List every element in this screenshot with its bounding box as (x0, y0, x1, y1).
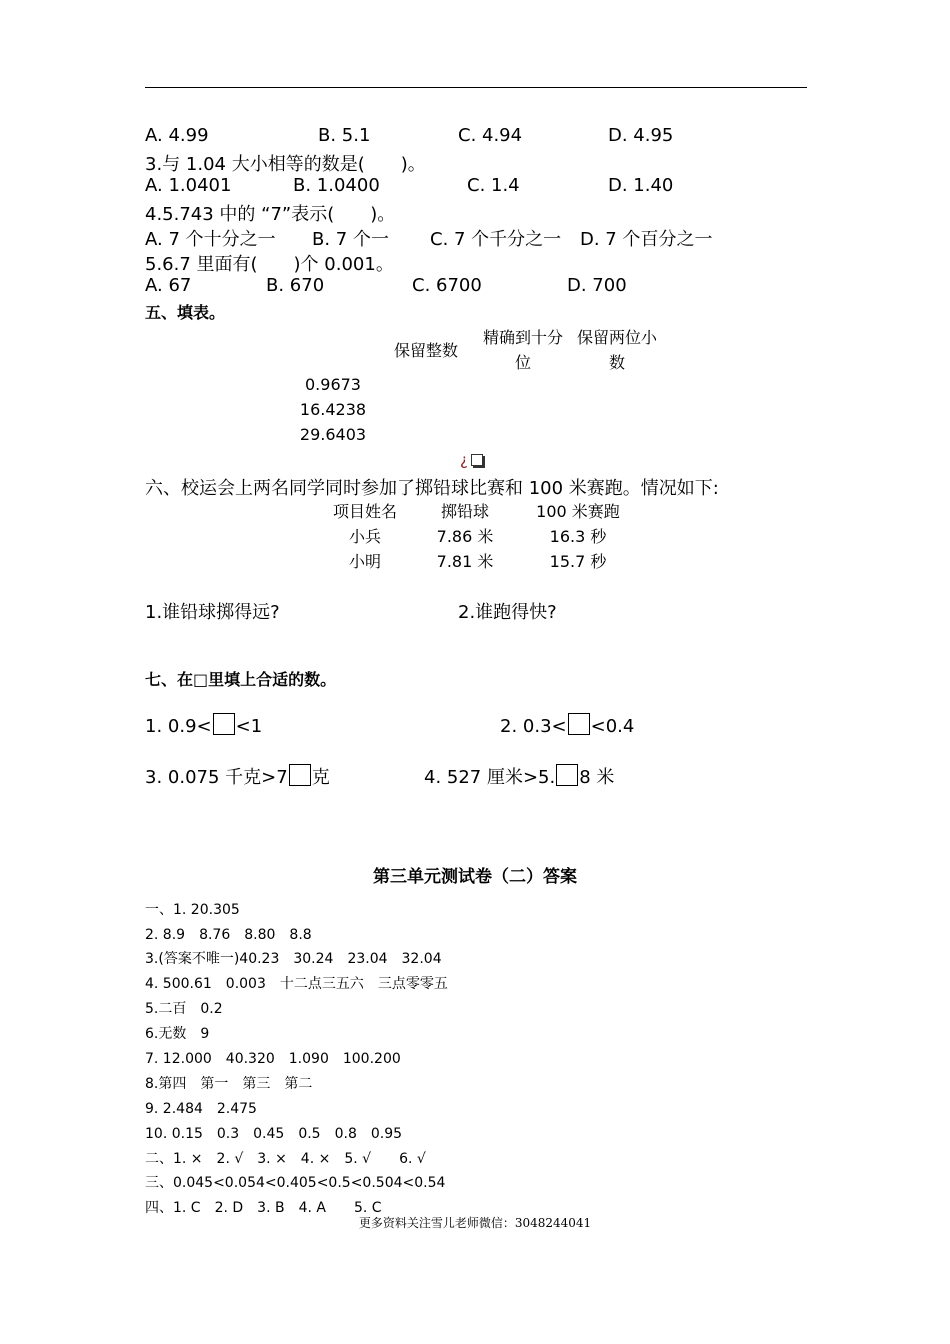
answer-line: 7. 12.000 40.320 1.090 100.200 (145, 1051, 401, 1067)
q3-option-d: D. 1.40 (608, 175, 674, 196)
q4-option-b: B. 7 个一 (312, 229, 389, 250)
answer-line: 6.无数 9 (145, 1026, 210, 1042)
stray-mark-icon: ¿ (460, 451, 483, 469)
q4-option-c: C. 7 个千分之一 (430, 229, 562, 250)
q2-option-b: B. 5.1 (318, 125, 371, 146)
sec6-row-name: 小明 (348, 552, 381, 571)
answers-title: 第三单元测试卷（二）答案 (373, 867, 577, 887)
sec6-row-100m: 16.3 秒 (549, 527, 607, 546)
answer-box[interactable] (568, 713, 590, 735)
sec7-problem-2: 2. 0.3< <0.4 (500, 713, 634, 737)
answer-line: 8.第四 第一 第三 第二 (145, 1076, 313, 1092)
answer-line: 三、0.045<0.054<0.405<0.5<0.504<0.54 (145, 1175, 446, 1191)
q5-option-d: D. 700 (567, 275, 627, 296)
q3-option-b: B. 1.0400 (293, 175, 380, 196)
sec7-problem-3: 3. 0.075 千克>7 克 (145, 763, 330, 789)
sec5-row-value: 29.6403 (299, 425, 367, 444)
sec6-row-100m: 15.7 秒 (549, 552, 607, 571)
q2-option-d: D. 4.95 (608, 125, 674, 146)
sec5-header-tenths-2: 位 (514, 353, 531, 372)
answer-box[interactable] (213, 713, 235, 735)
q4-stem: 4.5.743 中的 “7”表示( )。 (145, 204, 396, 225)
q4-option-a: A. 7 个十分之一 (145, 229, 276, 250)
q3-stem: 3.与 1.04 大小相等的数是( )。 (145, 154, 426, 175)
answer-line: 4. 500.61 0.003 十二点三五六 三点零零五 (145, 976, 448, 992)
sec6-row-shotput: 7.86 米 (436, 527, 494, 546)
sec6-header-100m: 100 米赛跑 (536, 502, 620, 521)
sec7-problem-1: 1. 0.9< <1 (145, 713, 262, 737)
answer-box[interactable] (289, 764, 311, 786)
sec5-row-value: 16.4238 (299, 400, 367, 419)
answer-box[interactable] (556, 764, 578, 786)
q5-stem: 5.6.7 里面有( )个 0.001。 (145, 254, 394, 275)
q3-option-c: C. 1.4 (467, 175, 520, 196)
answer-line: 四、1. C 2. D 3. B 4. A 5. C (145, 1200, 382, 1216)
sec6-question-2: 2.谁跑得快? (458, 602, 557, 623)
answer-line: 3.(答案不唯一)40.23 30.24 23.04 32.04 (145, 951, 442, 967)
section5-title: 五、填表。 (145, 303, 226, 322)
section6-title: 六、校运会上两名同学同时参加了掷铅球比赛和 100 米赛跑。情况如下: (145, 478, 719, 499)
sec6-row-name: 小兵 (348, 527, 381, 546)
q4-option-d: D. 7 个百分之一 (580, 229, 713, 250)
q2-option-a: A. 4.99 (145, 125, 209, 146)
sec5-header-hundredths-2: 数 (608, 353, 625, 372)
section7-title: 七、在□里填上合适的数。 (145, 670, 337, 689)
answer-line: 2. 8.9 8.76 8.80 8.8 (145, 927, 312, 943)
sec6-header-shotput: 掷铅球 (440, 502, 489, 521)
q2-option-c: C. 4.94 (458, 125, 523, 146)
sec6-row-shotput: 7.81 米 (436, 552, 494, 571)
q5-option-c: C. 6700 (412, 275, 482, 296)
header-rule (145, 87, 807, 88)
sec5-header-round-integer: 保留整数 (394, 341, 459, 360)
footer-note: 更多资料关注雪儿老师微信：3048244041 (358, 1216, 592, 1230)
answer-line: 5.二百 0.2 (145, 1001, 223, 1017)
q5-option-b: B. 670 (266, 275, 325, 296)
sec7-problem-4: 4. 527 厘米>5. 8 米 (424, 763, 614, 789)
sec6-question-1: 1.谁铅球掷得远? (145, 602, 280, 623)
q3-option-a: A. 1.0401 (145, 175, 232, 196)
sec5-header-tenths-1: 精确到十分 (482, 328, 563, 347)
sec6-header-name: 项目姓名 (332, 502, 397, 521)
sec5-header-hundredths-1: 保留两位小 (576, 328, 657, 347)
answer-line: 一、1. 20.305 (145, 902, 240, 918)
answer-line: 二、1. × 2. √ 3. × 4. × 5. √ 6. √ (145, 1151, 426, 1167)
sec5-row-value: 0.9673 (305, 375, 361, 394)
q5-option-a: A. 67 (145, 275, 192, 296)
answer-line: 9. 2.484 2.475 (145, 1101, 257, 1117)
answer-line: 10. 0.15 0.3 0.45 0.5 0.8 0.95 (145, 1126, 403, 1142)
